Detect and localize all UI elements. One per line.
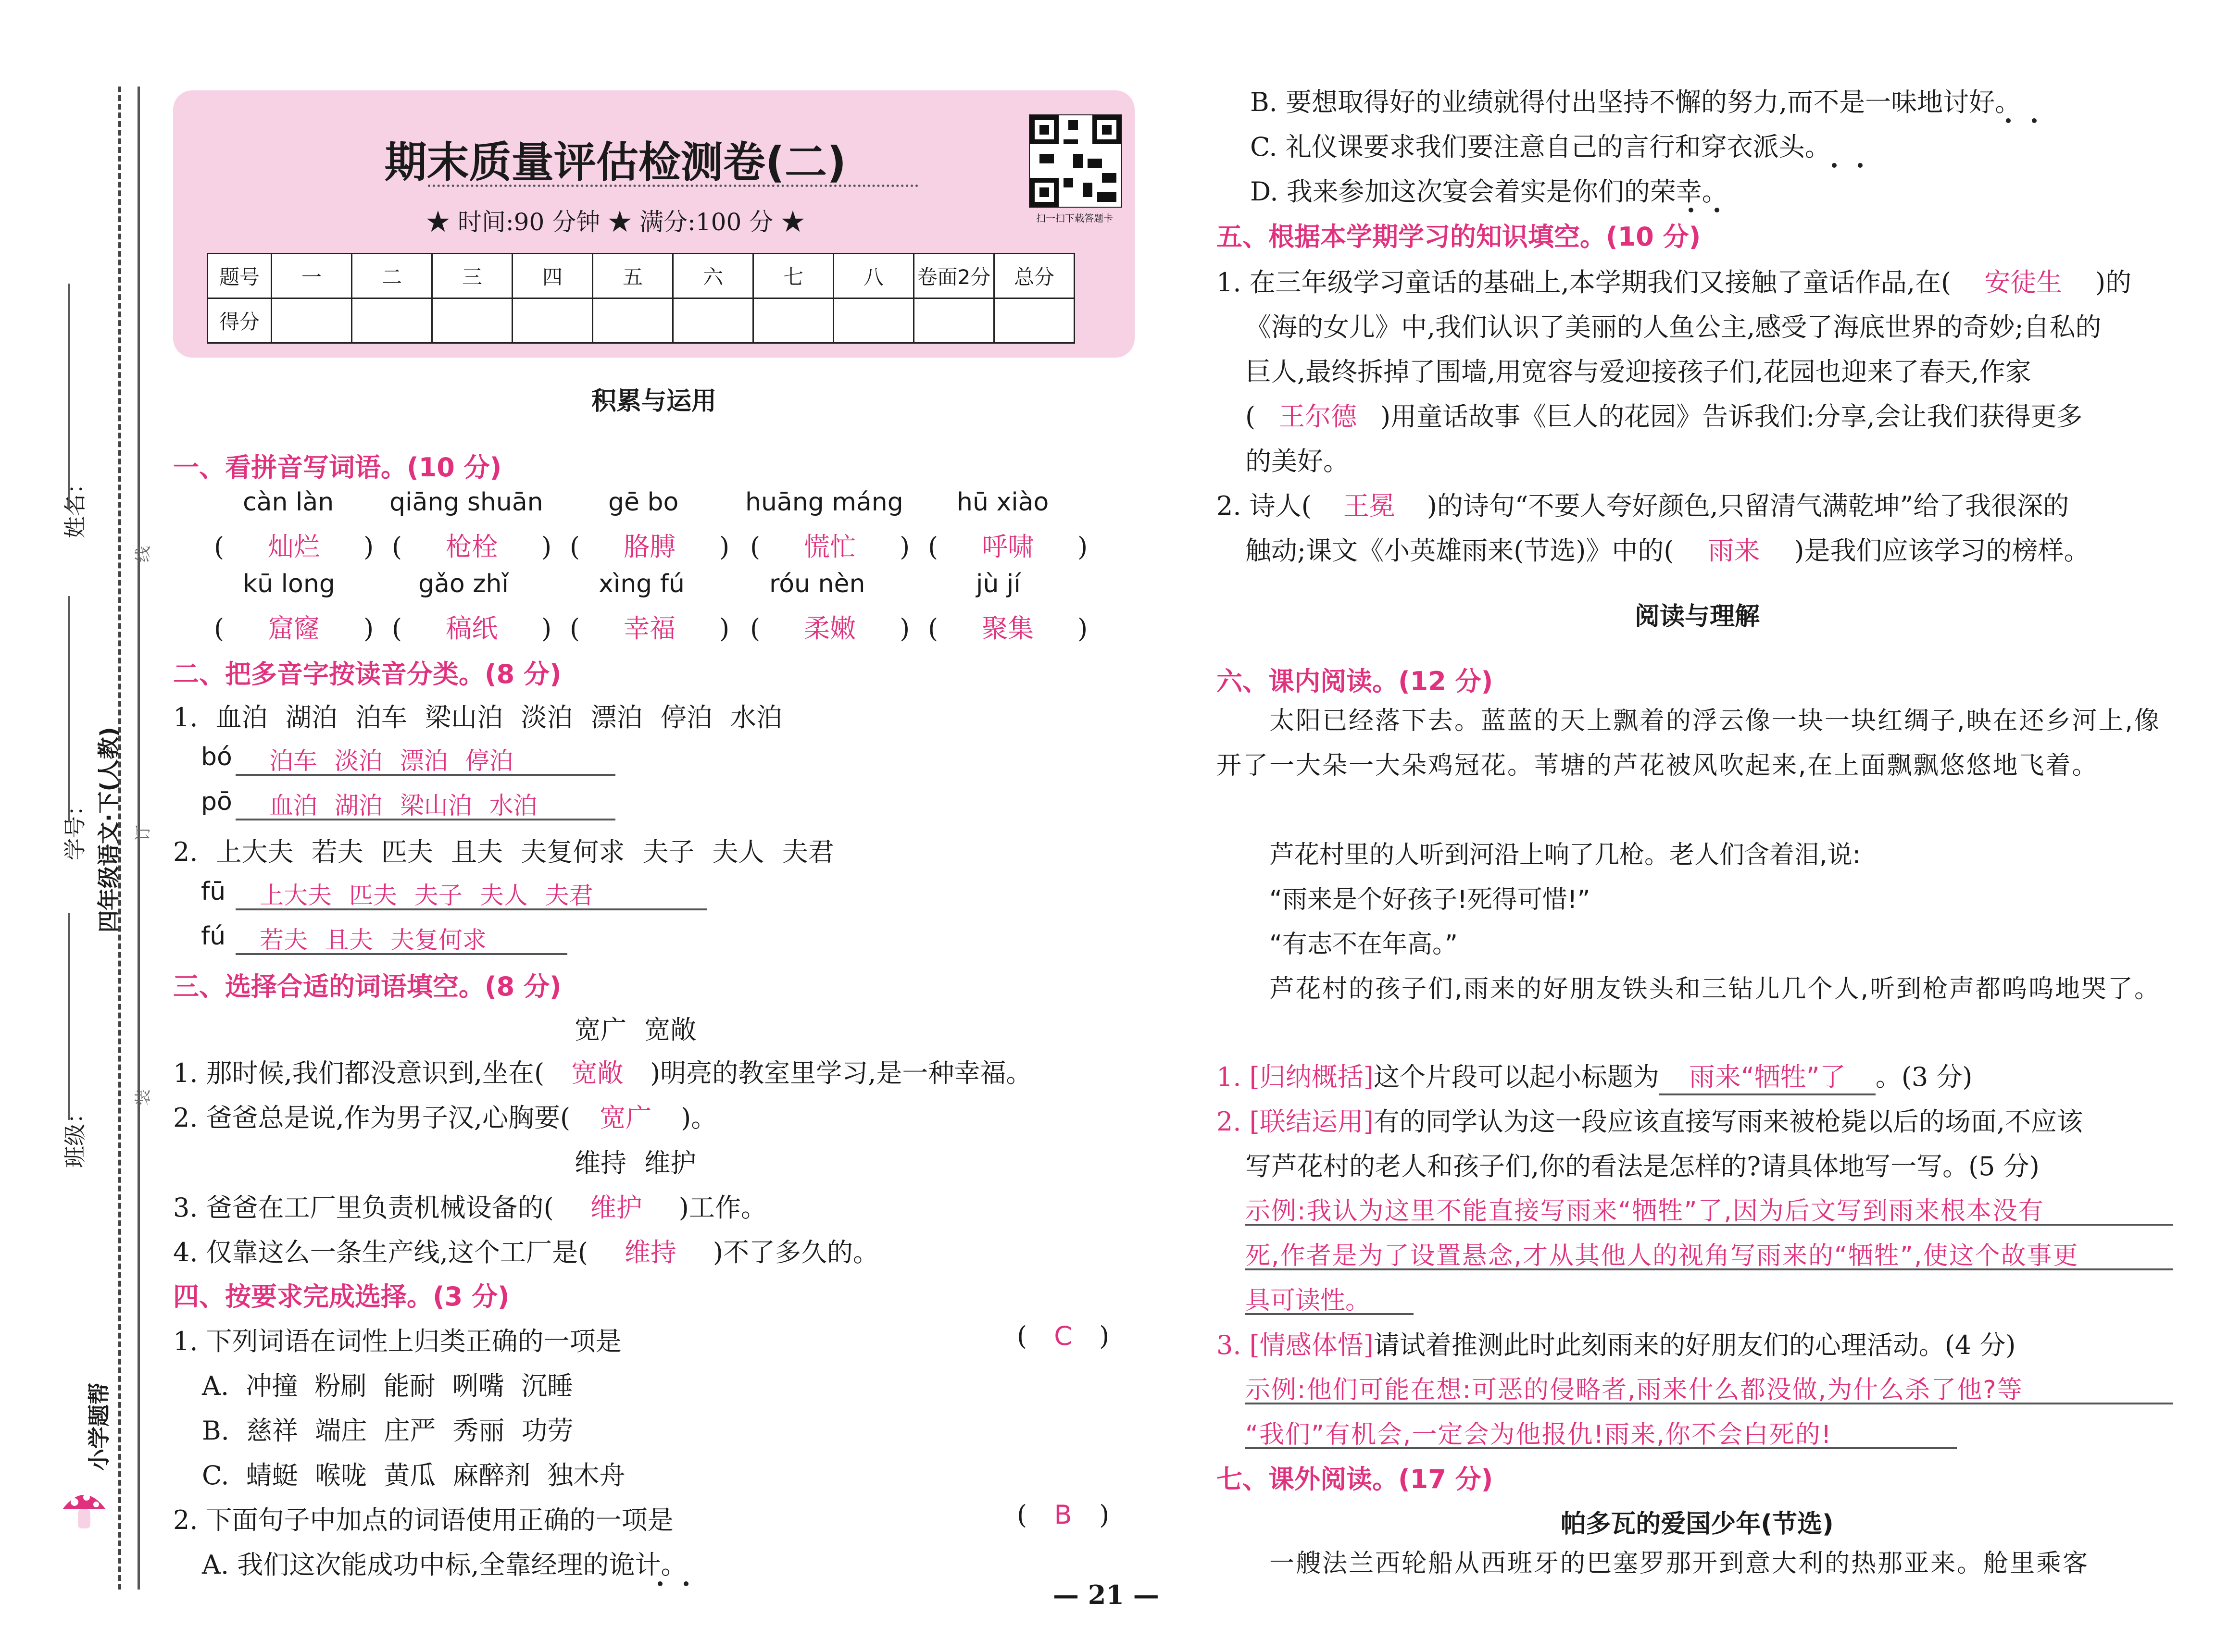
answer-text: 王尔德 [1279,401,1357,432]
sub-question [1216,1056,1972,1095]
answer-bracket: ( 胳膊 ) [570,526,729,563]
article-title: 帕多瓦的爱国少年(节选) [1561,1510,1834,1539]
cut-mark-line: 线 [134,546,153,562]
option: B. 要想取得好的业绩就得付出坚持不懈的努力,而不是一味地讨好。 [1250,87,2021,117]
score-header-cell: 四 [513,254,593,298]
answer-text: 维护 [590,1192,642,1223]
pinyin-label: bó [201,743,232,771]
answer-line [1245,1313,1414,1315]
answer-text: 宽广 [600,1103,652,1133]
score-cell[interactable] [272,298,352,343]
pinyin: gē bo [608,488,679,517]
answer-text: 泊车 淡泊 漂泊 停泊 [269,747,513,775]
emphasis-dot [1715,208,1719,212]
pinyin-label: fú [201,922,226,951]
mushroom-logo [58,1480,111,1533]
score-header-cell: 卷面2分 [914,254,994,298]
score-header-cell: 五 [593,254,673,298]
answer-bracket: ( 柔嫩 ) [750,608,910,645]
question-text: 这个片段可以起小标题为 [1373,1062,1659,1092]
score-cell[interactable] [513,298,593,343]
q4-question2: 2. 下面句子中加点的词语使用正确的一项是 [173,1505,674,1535]
answer-text: 慌忙 [804,532,856,562]
q3-title: 三、选择合适的词语填空。(8 分) [173,971,562,1002]
answer-text: 稿纸 [446,613,498,644]
score-cell[interactable] [593,298,673,343]
answer-line [1245,1447,1957,1449]
passage-paragraph: 一艘法兰西轮船从西班牙的巴塞罗那开到意大利的热那亚来。舱里乘客 [1269,1549,2090,1578]
passage-paragraph: “有志不在年高。” [1269,930,1458,959]
sentence-part: 4. 仅靠这么一条生产线,这个工厂是( [173,1237,588,1267]
sentence-part: )明亮的教室里学习,是一种幸福。 [650,1058,1032,1088]
passage-paragraph: 太阳已经落下去。蓝蓝的天上飘着的浮云像一块一块红绸子,映在还乡河上,像开了一大朵一大朵鸡冠花。苇塘的芦花被风吹起来,在上面飘飘悠悠地飞着。 [1216,707,2161,780]
q2-title: 二、把多音字按读音分类。(8 分) [173,659,562,689]
score-cell[interactable] [994,298,1075,343]
answer-text: “我们”有机会,一定会为他报仇!雨来,你不会白死的! [1245,1420,1832,1449]
fill-sentence [1245,396,2083,433]
sentence-part: 触动;课文《小英雄雨来(节选)》中的( [1245,535,1674,566]
q2-item2: 2. 上大夫 若夫 匹夫 且夫 夫复何求 夫子 夫人 夫君 [173,837,834,867]
sentence-part: 1. 那时候,我们都没意识到,坐在( [173,1058,545,1088]
sentence-part: 1. 在三年级学习童话的基础上,本学期我们又接触了童话作品,在( [1216,267,1952,298]
question-text: 写芦花村的老人和孩子们,你的看法是怎样的?请具体地写一写。(5 分) [1245,1151,2040,1181]
sub-question [1216,1101,2083,1138]
id-blank [68,596,70,822]
pinyin: qiāng shuān [389,488,543,517]
answer-text: 示例:我认为这里不能直接写雨来“牺牲”了,因为后文写到雨来根本没有 [1245,1197,2044,1226]
pinyin: róu nèn [769,570,865,598]
answer-line [236,908,707,910]
q1-title: 一、看拼音写词语。(10 分) [173,452,502,483]
pinyin: xìng fú [599,570,685,598]
answer-line [1245,1403,2173,1404]
sentence-part: )。 [681,1103,717,1133]
name-blank [68,284,70,509]
score-table [207,253,1075,344]
score-cell[interactable] [834,298,914,343]
score-header-cell: 一 [272,254,352,298]
score-cell[interactable] [914,298,994,343]
answer-text: 死,作者是为了设置悬念,才从其他人的视角写雨来的“牺牲”,使这个故事更 [1245,1242,2079,1270]
sentence-part: )工作。 [678,1192,767,1223]
fill-sentence [173,1232,879,1269]
score-header-cell: 八 [834,254,914,298]
sentence-part: 3. 爸爸在工厂里负责机械设备的( [173,1192,554,1223]
pinyin: jù jí [976,570,1021,598]
answer-text: 具可读性。 [1245,1286,1371,1315]
page-number: — 21 — [1053,1579,1159,1610]
q7-title: 七、课外阅读。(17 分) [1216,1464,1493,1494]
sentence-part: ( [1245,401,1256,432]
answer-text: B [1054,1500,1072,1530]
option: A. 我们这次能成功中标,全靠经理的诡计。 [202,1550,687,1580]
answer-bracket: ( 慌忙 ) [750,526,910,563]
text-line: 的美好。 [1245,446,1349,476]
option: C. 礼仪课要求我们要注意自己的言行和穿衣派头。 [1250,132,1831,162]
emphasis-dot [1858,163,1863,168]
cut-mark-ding: 订 [134,825,153,841]
exam-title: 期末质量评估检测卷(二) [384,137,847,187]
score-header-cell: 三 [432,254,513,298]
q5-title: 五、根据本学期学习的知识填空。(10 分) [1216,222,1701,252]
score-header-row [208,254,1075,298]
score-header-cell: 二 [352,254,432,298]
sentence-part: )的诗句“不要人夸好颜色,只留清气满乾坤”给了我很深的 [1427,491,2069,521]
answer-line [236,774,615,776]
answer-text: 王冕 [1343,491,1395,521]
exam-header [173,90,1135,358]
fill-sentence [173,1053,1032,1090]
fill-sentence [1216,262,2131,299]
name-label: 姓名： [62,472,88,538]
score-cell[interactable] [352,298,432,343]
cut-mark-zhuang: 装 [134,1089,153,1105]
score-header-cell: 七 [753,254,834,298]
sentence-part: )是我们应该学习的榜样。 [1794,535,2090,566]
answer-text: 窟窿 [268,613,320,644]
answer-text: 柔嫩 [804,613,856,644]
pinyin: huāng máng [745,488,903,517]
answer-text: 示例:他们可能在想:可恶的侵略者,雨来什么都没做,为什么杀了他?等 [1245,1376,2023,1404]
text-line: 《海的女儿》中,我们认识了美丽的人鱼公主,感受了海底世界的奇妙;自私的 [1245,312,2102,342]
answer-bracket: ( 窟窿 ) [214,608,374,645]
emphasis-dot [2006,118,2011,123]
emphasis-dot [658,1581,663,1586]
sentence-part: )用童话故事《巨人的花园》告诉我们:分享,会让我们获得更多 [1380,401,2083,432]
emphasis-dot [1689,208,1693,212]
score-header-cell: 题号 [208,254,272,298]
pinyin: càn làn [243,488,334,517]
pinyin-label: pō [201,787,232,816]
score-cell[interactable] [432,298,513,343]
answer-text: 幸福 [624,613,676,644]
answer-text: 维持 [624,1237,676,1267]
fill-sentence [1216,485,2069,522]
answer-bracket: ( C ) [1017,1321,1110,1351]
score-cell[interactable] [753,298,834,343]
question-text: 请试着推测此时此刻雨来的好朋友们的心理活动。(4 分) [1373,1330,2016,1360]
class-blank [68,913,70,1120]
qr-code-icon[interactable] [1029,114,1122,208]
score-value-row [208,298,1075,343]
sentence-part: 2. 诗人( [1216,491,1312,521]
answer-line [236,953,567,955]
score-header-cell: 六 [673,254,753,298]
passage-paragraph: 芦花村里的人听到河沿上响了几枪。老人们含着泪,说: [1269,841,1861,869]
question-tag: 3. [情感体悟] [1216,1330,1374,1360]
pinyin: gǎo zhǐ [418,570,509,598]
answer-text: 聚集 [982,613,1034,644]
question-tag: 2. [联结运用] [1216,1106,1374,1137]
answer-text: 宽敞 [571,1058,624,1088]
part2-heading: 阅读与理解 [1634,602,1760,631]
score-header-cell: 总分 [994,254,1075,298]
q4-title: 四、按要求完成选择。(3 分) [173,1281,510,1312]
pinyin: hū xiào [957,488,1049,517]
q6-title: 六、课内阅读。(12 分) [1216,666,1493,696]
option: C. 蜻蜓 喉咙 黄瓜 麻醉剂 独木舟 [202,1460,626,1491]
answer-text: 雨来“牺牲”了 [1659,1056,1876,1095]
sub-question [1216,1325,2015,1362]
brand-label: 小学题帮 [86,1382,112,1471]
question-text: 有的同学认为这一段应该直接写雨来被枪毙以后的场面,不应该 [1373,1106,2083,1137]
passage-paragraph: 芦花村的孩子们,雨来的好朋友铁头和三钻儿几个人,听到枪声都呜呜地哭了。 [1269,975,2161,1004]
qr-caption: 扫一扫下载答题卡 [1036,212,1113,224]
answer-line [1245,1224,2173,1226]
part1-heading: 积累与运用 [591,387,716,416]
fill-sentence [173,1187,767,1224]
option: A. 冲撞 粉刷 能耐 咧嘴 沉睡 [202,1371,573,1401]
question-tail: 。(3 分) [1875,1062,1973,1092]
answer-text: 若夫 且夫 夫复何求 [260,926,487,954]
q4-question1: 1. 下列词语在词性上归类正确的一项是 [173,1326,622,1356]
sentence-part: 2. 爸爸总是说,作为男子汉,心胸要( [173,1103,571,1133]
answer-bracket: ( 聚集 ) [928,608,1088,645]
title-dotted-rule [428,185,918,187]
q2-item1: 1. 血泊 湖泊 泊车 梁山泊 淡泊 漂泊 停泊 水泊 [173,702,782,733]
answer-text: 灿烂 [268,532,320,562]
passage-paragraph: “雨来是个好孩子!死得可惜!” [1269,885,1590,914]
question-tag: 1. [归纳概括] [1216,1062,1374,1092]
binding-margin [0,0,153,1652]
word-pair: 宽广 宽敞 [575,1015,697,1045]
answer-bracket: ( 灿烂 ) [214,526,374,563]
answer-text: 安徒生 [1984,267,2063,298]
id-label: 学号： [62,794,88,860]
exam-subtitle: ★ 时间:90 分钟 ★ 满分:100 分 ★ [426,208,805,236]
answer-line [1245,1268,2173,1270]
answer-text: 雨来 [1708,535,1760,566]
answer-bracket: ( 呼啸 ) [928,526,1088,563]
emphasis-dot [684,1581,688,1586]
word-pair: 维持 维护 [575,1148,697,1178]
emphasis-dot [1832,163,1837,168]
answer-bracket: ( 稿纸 ) [392,608,551,645]
class-label: 班级： [62,1102,88,1168]
emphasis-dot [2032,118,2037,123]
answer-text: 上大夫 匹夫 夫子 夫人 夫君 [260,882,593,909]
answer-text: 胳膊 [624,532,676,562]
answer-text: C [1054,1321,1072,1351]
grade-label: 四年级语文·下(人教) [96,727,122,932]
sentence-part: )的 [2095,267,2132,298]
option: B. 慈祥 端庄 庄严 秀丽 功劳 [202,1416,574,1446]
option: D. 我来参加这次宴会着实是你们的荣幸。 [1250,176,1728,207]
answer-line [236,819,615,820]
pinyin-label: fū [201,877,226,906]
answer-text: 呼啸 [982,532,1034,562]
text-line: 巨人,最终拆掉了围墙,用宽容与爱迎接孩子们,花园也迎来了春天,作家 [1245,357,2031,387]
answer-bracket: ( B ) [1017,1500,1110,1530]
fill-sentence [173,1097,717,1134]
sentence-part: )不了多久的。 [713,1237,879,1267]
score-row-label: 得分 [208,298,272,343]
answer-text: 血泊 湖泊 梁山泊 水泊 [269,792,538,820]
answer-text: 枪栓 [446,532,498,562]
score-cell[interactable] [673,298,753,343]
answer-bracket: ( 枪栓 ) [392,526,551,563]
fill-sentence [1245,530,2090,567]
pinyin: kū long [243,570,335,598]
answer-bracket: ( 幸福 ) [570,608,729,645]
